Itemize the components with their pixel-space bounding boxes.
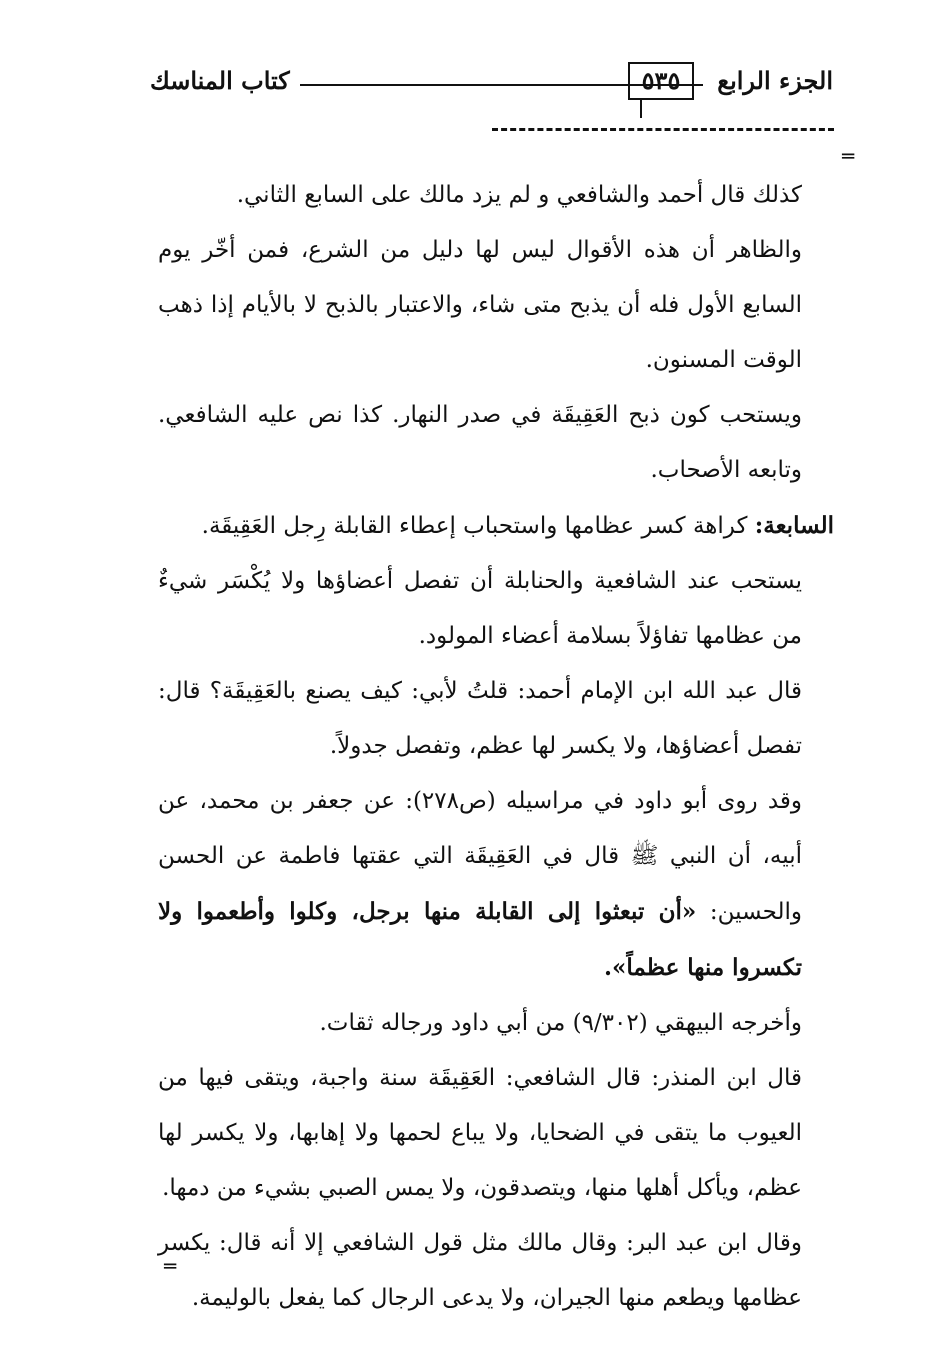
page-number-tail <box>640 98 642 118</box>
running-header <box>150 62 833 102</box>
section-label: السابعة: <box>754 512 834 539</box>
page-body <box>158 168 834 1326</box>
paragraph-2: والظاهر أن هذه الأقوال ليس لها دليل من الشرع، فمن أخّر يوم السابع الأول فله أن يذبح متى شاء، والاعتبار بالذبح لا بالأيام إذا ذهب الوقت المسنون. <box>158 237 802 373</box>
header-rule-left <box>300 84 628 86</box>
paragraph-1: كذلك قال أحمد والشافعي و لم يزد مالك على السابع الثاني. <box>236 182 802 208</box>
paragraph-7 <box>158 774 834 996</box>
paragraph-9: قال ابن المنذر: قال الشافعي: العَقِيقَة سنة واجبة، ويتقى فيها من العيوب ما يتقى في الضحايا، ولا يباع لحمها ولا إهابها، ولا يكسر لها عظم، ويأكل أهلها منها، ويتصدقون، ولا يمس الصبي بشيء من دمها. <box>158 1065 802 1201</box>
paragraph-6: قال عبد الله ابن الإمام أحمد: قلتُ لأبي: كيف يصنع بالعَقِيقَة؟ قال: تفصل أعضاؤها، ولا يكسر لها عظم، وتفصل جدولاً. <box>158 678 802 759</box>
book-title: كتاب المناسك <box>150 66 290 95</box>
paragraph-7-text: وقد روى أبو داود في مراسيله (ص٢٧٨): عن جعفر بن محمد، عن أبيه، أن النبي ﷺ قال في العَقِيقَة التي عقتها فاطمة عن الحسن والحسين: <box>158 788 802 925</box>
page-number: ٥٣٥ <box>628 62 694 100</box>
paragraph-5: يستحب عند الشافعية والحنابلة أن تفصل أعضاؤها ولا يُكْسَر شيءٌ من عظامها تفاؤلاً بسلامة أعضاء المولود. <box>158 568 802 649</box>
part-title: الجزء الرابع <box>717 66 833 95</box>
header-dashed-divider <box>492 128 834 131</box>
bottom-separator-mark: ═ <box>164 1254 177 1278</box>
top-separator-mark: ═ <box>842 144 855 168</box>
paragraph-10: وقال ابن عبد البر: وقال مالك مثل قول الشافعي إلا أنه قال: يكسر عظامها ويطعم منها الجيران، ولا يدعى الرجال كما يفعل بالوليمة. <box>158 1230 802 1311</box>
section-heading-text: كراهة كسر عظامها واستحباب إعطاء القابلة رِجل العَقِيقَة. <box>201 513 748 539</box>
paragraph-8: وأخرجه البيهقي (٩/٣٠٢) من أبي داود ورجاله ثقات. <box>319 1010 802 1036</box>
paragraph-3: ويستحب كون ذبح العَقِيقَة في صدر النهار. كذا نص عليه الشافعي. وتابعه الأصحاب. <box>158 402 802 483</box>
section-heading-seventh <box>158 498 834 554</box>
hadith-quote: «أن تبعثوا إلى القابلة منها برجل، وكلوا وأطعموا ولا تكسروا منها عظماً». <box>158 898 802 981</box>
